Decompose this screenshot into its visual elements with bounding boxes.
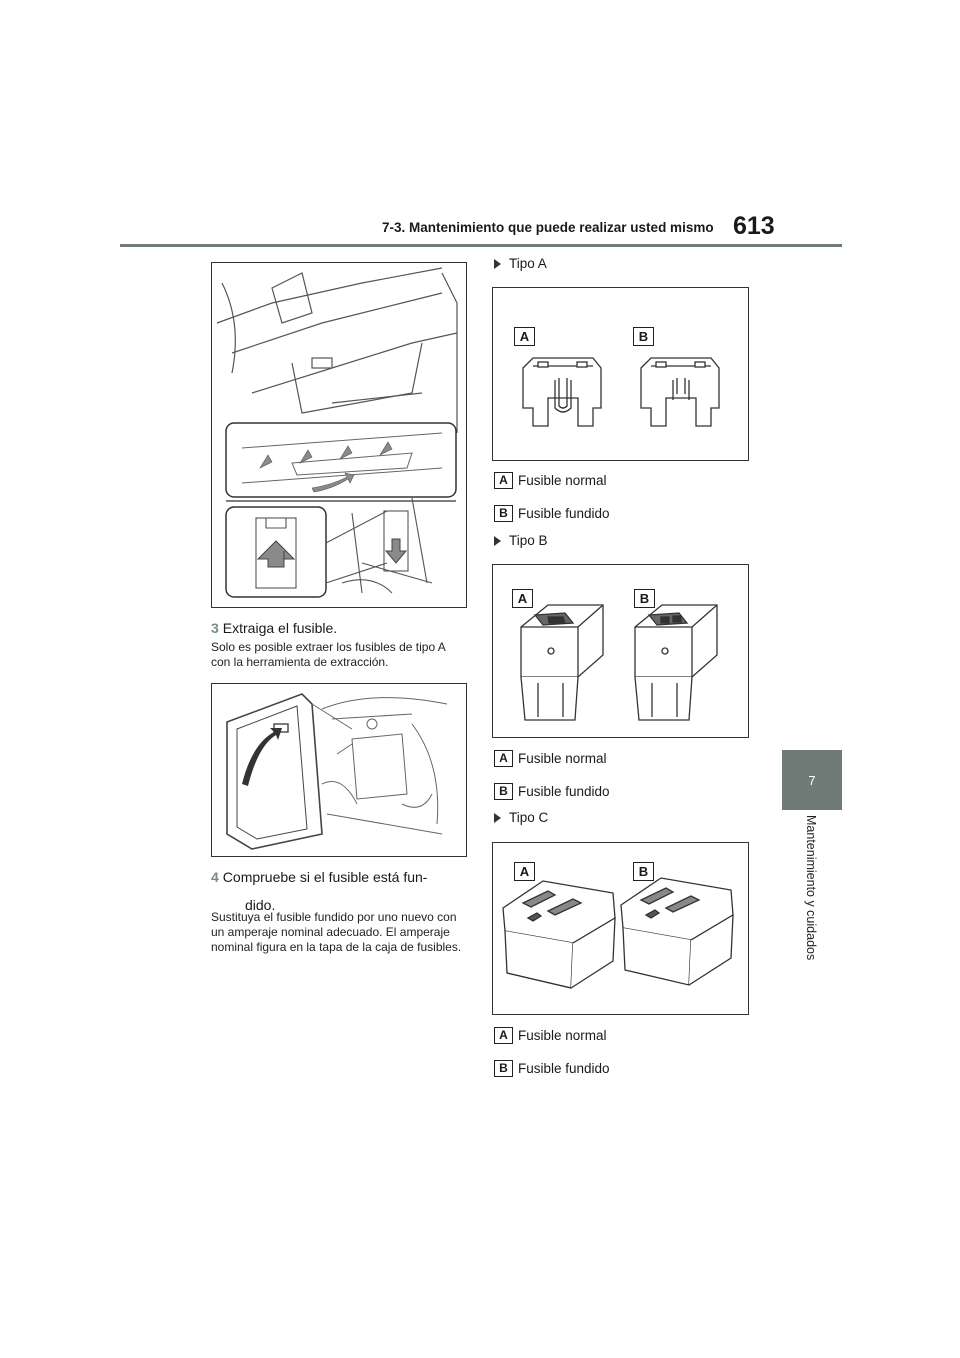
type-a-legend-b-text: Fusible fundido (518, 506, 610, 521)
step-4-text-line1: Compruebe si el fusible está fun- (222, 869, 428, 885)
type-c-legend-a-text: Fusible normal (518, 1028, 607, 1043)
page-number: 613 (733, 212, 775, 240)
type-b-legend-a-text: Fusible normal (518, 751, 607, 766)
step-3-note: Solo es posible extraer los fusibles de tipo A con la herramienta de extracción. (211, 640, 446, 669)
type-b-legend-a (494, 750, 607, 767)
type-c-figure (492, 842, 749, 1015)
step-3-number: 3 (211, 620, 219, 636)
triangle-bullet-icon (494, 536, 501, 546)
type-c-legend-b (494, 1060, 610, 1077)
section-title: 7-3. Mantenimiento que puede realizar usted mismo (382, 220, 714, 235)
chapter-number: 7 (808, 772, 816, 788)
chapter-title-vertical (800, 815, 824, 995)
type-a-legend-a (494, 472, 607, 489)
type-a-title: Tipo A (509, 256, 547, 271)
type-a-fuse-illustration (493, 288, 748, 460)
chapter-tab (782, 750, 842, 810)
type-b-legend-b-text: Fusible fundido (518, 784, 610, 799)
step-3-text: Extraiga el fusible. (222, 620, 338, 636)
type-b-label-a: A (512, 589, 533, 608)
step-4-number: 4 (211, 869, 219, 885)
type-c-label-b: B (633, 862, 654, 881)
header-divider (120, 244, 842, 247)
type-b-legend-b-badge: B (494, 783, 513, 800)
type-c-heading (494, 810, 548, 825)
type-b-legend-a-badge: A (494, 750, 513, 767)
type-a-label-a: A (514, 327, 535, 346)
type-b-title: Tipo B (509, 533, 548, 548)
type-c-fuse-illustration (493, 843, 748, 1014)
type-a-legend-a-text: Fusible normal (518, 473, 607, 488)
type-b-legend-b (494, 783, 610, 800)
step-4-note: Sustituya el fusible fundido por uno nuevo con un amperaje nominal adecuado. El amperaje nominal figura en la tapa de la caja de fusibles. (211, 910, 462, 954)
triangle-bullet-icon (494, 813, 501, 823)
type-b-heading (494, 533, 548, 548)
type-c-legend-a-badge: A (494, 1027, 513, 1044)
fuse-box-location-figure (211, 262, 467, 608)
type-b-label-b: B (634, 589, 655, 608)
type-c-legend-a (494, 1027, 607, 1044)
step-3 (211, 616, 337, 640)
triangle-bullet-icon (494, 259, 501, 269)
engine-compartment-illustration (212, 684, 466, 856)
type-c-legend-b-badge: B (494, 1060, 513, 1077)
type-b-figure (492, 564, 749, 738)
type-b-fuse-illustration (493, 565, 748, 737)
type-a-legend-b-badge: B (494, 505, 513, 522)
chapter-title: Mantenimiento y cuidados (804, 815, 818, 961)
type-a-legend-a-badge: A (494, 472, 513, 489)
type-c-title: Tipo C (509, 810, 549, 825)
dashboard-illustration (212, 263, 466, 607)
fuse-puller-figure (211, 683, 467, 857)
type-a-figure (492, 287, 749, 461)
type-c-legend-b-text: Fusible fundido (518, 1061, 610, 1076)
type-a-heading (494, 256, 547, 271)
step-4-text-line2: dido. (245, 897, 276, 913)
type-c-label-a: A (514, 862, 535, 881)
type-a-legend-b (494, 505, 610, 522)
type-a-label-b: B (633, 327, 654, 346)
